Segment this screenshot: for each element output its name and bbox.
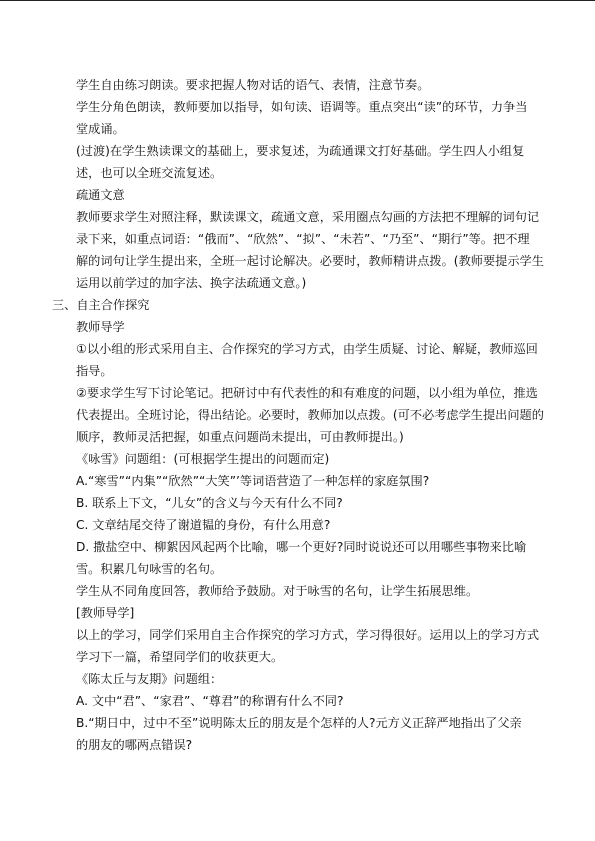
text-line: ②要求学生写下讨论笔记。把研讨中有代表性的和有难度的问题，以小组为单位，推选 — [76, 386, 538, 400]
text-line: 学生自由练习朗读。要求把握人物对话的语气、表情，注意节奏。 — [76, 78, 430, 92]
text-line: 学习下一篇，希望同学们的收获更大。 — [76, 650, 284, 664]
question-item: A. 文中“君”、“家君”、“尊君”的称谓有什么不同? — [76, 694, 344, 708]
question-group-title: 《咏雪》问题组：(可根据学生提出的问题而定) — [76, 452, 330, 466]
text-line: 学生从不同角度回答，教师给予鼓励。对于咏雪的名句，让学生拓展思维。 — [76, 584, 479, 598]
text-line: 解的词句让学生提出来，全班一起讨论解决。必要时，教师精讲点拨。(教师要提示学生 — [76, 254, 544, 268]
text-line: 学生分角色朗读，教师要加以指导，如句读、语调等。重点突出“读”的环节，力争当 — [76, 100, 528, 114]
section-subheading: 教师导学 — [76, 320, 125, 334]
section-heading: 三、自主合作探究 — [52, 298, 150, 312]
text-line: 述，也可以全班交流复述。 — [76, 166, 223, 180]
document-body — [52, 74, 547, 756]
text-line: 指导。 — [76, 364, 113, 378]
section-subheading: 疏通文意 — [76, 188, 125, 202]
text-line: 代表提出。全班讨论，得出结论。必要时，教师加以点拨。(可不必考虑学生提出问题的 — [76, 408, 544, 422]
text-line: ①以小组的形式采用自主、合作探究的学习方式，由学生质疑、讨论、解疑，教师巡回 — [76, 342, 538, 356]
question-item: C. 文章结尾交待了谢道韫的身份，有什么用意? — [76, 518, 331, 532]
section-subheading: [教师导学] — [76, 606, 135, 620]
text-line: 堂成诵。 — [76, 122, 125, 136]
text-line: 教师要求学生对照注释，默读课文，疏通文意，采用圈点勾画的方法把不理解的词句记 — [76, 210, 540, 224]
question-item: B.“期日中，过中不至”说明陈太丘的朋友是个怎样的人?元方义正辞严地指出了父亲 — [76, 716, 522, 730]
text-line: 顺序，教师灵活把握，如重点问题尚未提出，可由教师提出。) — [76, 430, 404, 444]
text-line: (过渡)在学生熟读课文的基础上，要求复述，为疏通课文打好基础。学生四人小组复 — [76, 144, 525, 158]
question-item: B. 联系上下文，“儿女”的含义与今天有什么不同? — [76, 496, 343, 510]
top-border-line — [0, 0, 595, 1]
text-line: 运用以前学过的加字法、换字法疏通文意。) — [76, 276, 307, 290]
text-line: 的朋友的哪两点错误? — [76, 738, 193, 752]
text-line: 录下来，如重点词语：“俄而”、“欣然”、“拟”、“未若”、“乃至”、“期行”等。把不理 — [76, 232, 530, 246]
question-group-title: 《陈太丘与友期》问题组： — [76, 672, 223, 686]
question-item: A.“寒雪”“内集”“欣然”“大笑”’等词语营造了一种怎样的家庭氛围? — [76, 474, 430, 488]
text-line: 雪。积累几句咏雪的名句。 — [76, 562, 223, 576]
text-line: 以上的学习，同学们采用自主合作探究的学习方式，学习得很好。运用以上的学习方式 — [76, 628, 540, 642]
question-item: D. 撒盐空中、柳絮因风起两个比喻，哪一个更好?同时说说还可以用哪些事物来比喻 — [76, 540, 527, 554]
